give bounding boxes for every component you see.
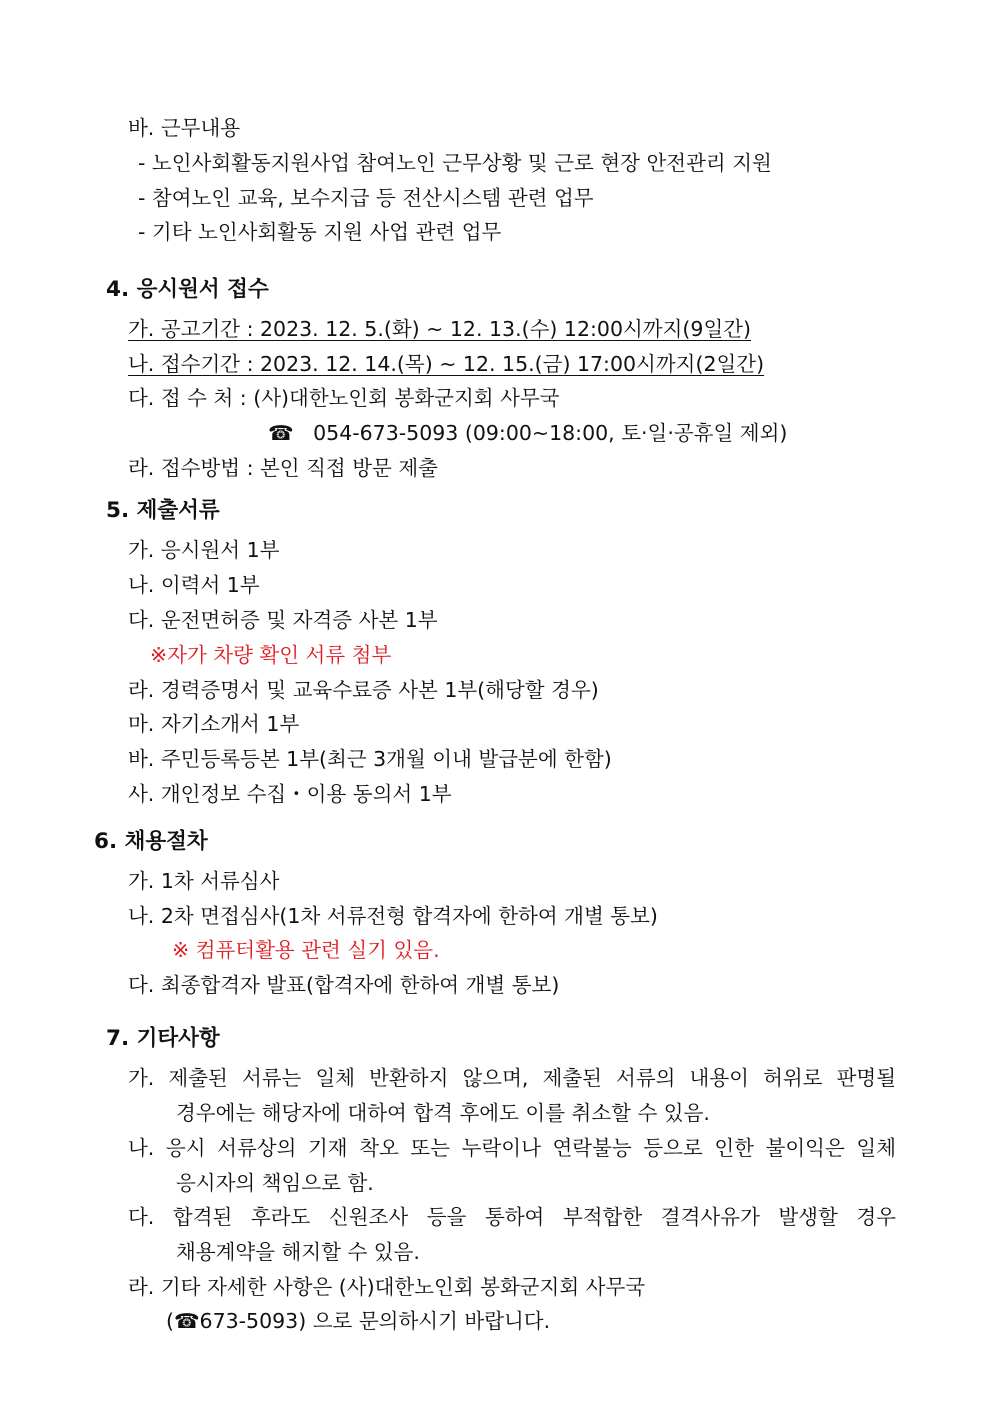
section-4-title: 4. 응시원서 접수 — [106, 277, 269, 302]
document-item: 가. 응시원서 1부 — [128, 538, 280, 562]
application-office: 다. 접 수 처 : (사)대한노인회 봉화군지회 사무국 — [128, 386, 560, 410]
note-item: 다. 합격된 후라도 신원조사 등을 통하여 부적합한 결격사유가 발생할 경우 — [128, 1205, 896, 1229]
duty-item: - 노인사회활동지원사업 참여노인 근무상황 및 근로 현장 안전관리 지원 — [138, 151, 772, 175]
note-item-cont: 경우에는 해당자에 대하여 합격 후에도 이를 취소할 수 있음. — [176, 1101, 710, 1125]
document-item: 마. 자기소개서 1부 — [128, 712, 300, 736]
application-method: 라. 접수방법 : 본인 직접 방문 제출 — [128, 456, 438, 480]
notice-period: 가. 공고기간 : 2023. 12. 5.(화) ~ 12. 13.(수) 12:00시까지(9일간) — [128, 317, 752, 341]
duty-item: - 참여노인 교육, 보수지급 등 전산시스템 관련 업무 — [138, 186, 594, 210]
procedure-step: 나. 2차 면접심사(1차 서류전형 합격자에 한하여 개별 통보) — [128, 904, 658, 928]
computer-test-note: ※ 컴퓨터활용 관련 실기 있음. — [172, 938, 440, 962]
section-6-title: 6. 채용절차 — [94, 829, 208, 854]
vehicle-note: ※자가 차량 확인 서류 첨부 — [150, 643, 392, 667]
note-item: 라. 기타 자세한 사항은 (사)대한노인회 봉화군지회 사무국 — [128, 1275, 646, 1299]
note-item-cont: 채용계약을 해지할 수 있음. — [176, 1240, 420, 1264]
procedure-step: 가. 1차 서류심사 — [128, 869, 280, 893]
note-item-cont: 응시자의 책임으로 함. — [176, 1171, 374, 1195]
office-phone — [268, 420, 787, 446]
document-item: 바. 주민등록등본 1부(최근 3개월 이내 발급분에 한함) — [128, 747, 612, 771]
document-item: 다. 운전면허증 및 자격증 사본 1부 — [128, 608, 438, 632]
duty-item: - 기타 노인사회활동 지원 사업 관련 업무 — [138, 220, 502, 244]
procedure-step: 다. 최종합격자 발표(합격자에 한하여 개별 통보) — [128, 973, 560, 997]
phone-number: 054-673-5093 (09:00~18:00, 토·일·공휴일 제외) — [313, 421, 788, 445]
note-item: 가. 제출된 서류는 일체 반환하지 않으며, 제출된 서류의 내용이 허위로 판명될 — [128, 1066, 896, 1090]
section-7-title: 7. 기타사항 — [106, 1026, 220, 1051]
duties-heading: 바. 근무내용 — [128, 116, 241, 140]
note-item: 나. 응시 서류상의 기재 착오 또는 누락이나 연락불능 등으로 인한 불이익은 일체 — [128, 1136, 896, 1160]
phone-icon: ☎ — [268, 421, 294, 445]
document-item: 라. 경력증명서 및 교육수료증 사본 1부(해당할 경우) — [128, 678, 599, 702]
section-5-title: 5. 제출서류 — [106, 498, 220, 523]
application-period: 나. 접수기간 : 2023. 12. 14.(목) ~ 12. 15.(금) 17:00시까지(2일간) — [128, 352, 765, 376]
document-item: 사. 개인정보 수집・이용 동의서 1부 — [128, 782, 452, 806]
document-item: 나. 이력서 1부 — [128, 573, 260, 597]
note-item-cont: (☎673-5093) 으로 문의하시기 바랍니다. — [166, 1309, 551, 1333]
